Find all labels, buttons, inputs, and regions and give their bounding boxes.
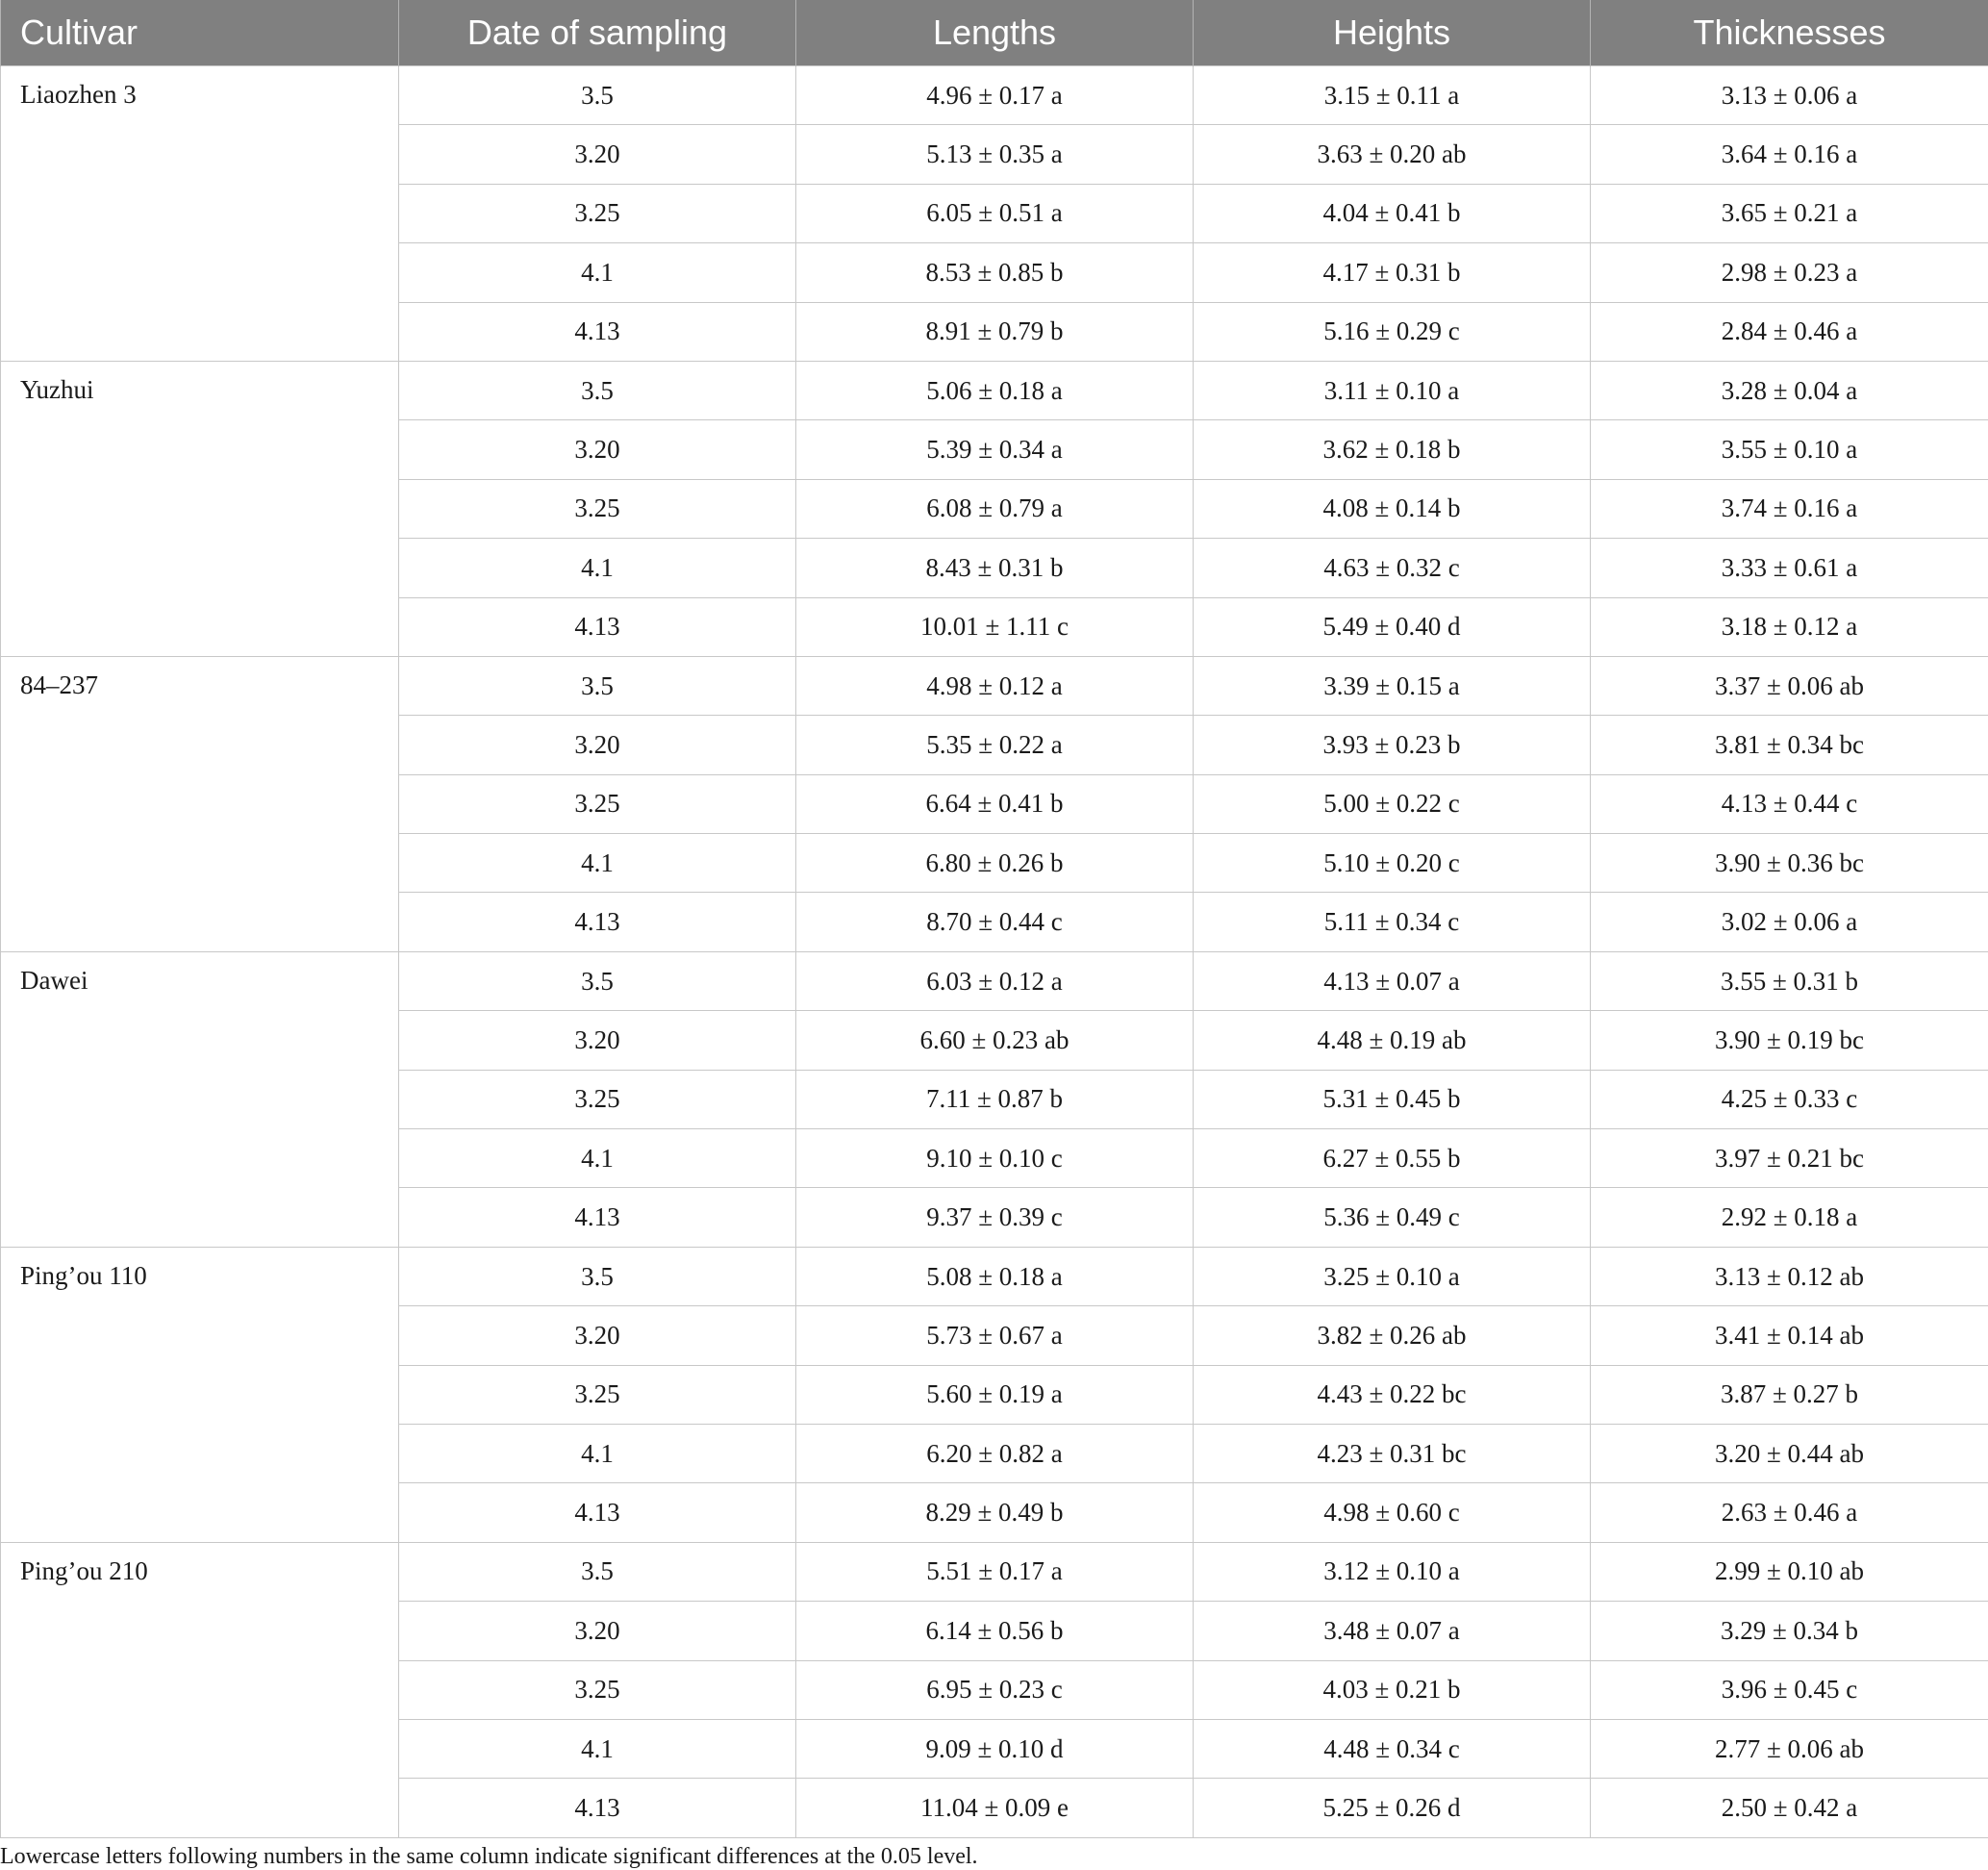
date-cell: 4.13: [399, 1779, 796, 1837]
height-cell: 5.10 ± 0.20 c: [1194, 834, 1591, 893]
height-cell: 4.04 ± 0.41 b: [1194, 184, 1591, 242]
length-cell: 8.29 ± 0.49 b: [796, 1483, 1194, 1542]
thickness-cell: 3.13 ± 0.12 ab: [1591, 1247, 1988, 1305]
length-cell: 5.06 ± 0.18 a: [796, 361, 1194, 419]
header-cultivar: Cultivar: [1, 0, 399, 66]
height-cell: 4.08 ± 0.14 b: [1194, 479, 1591, 538]
header-lengths: Lengths: [796, 0, 1194, 66]
height-cell: 5.11 ± 0.34 c: [1194, 893, 1591, 951]
thickness-cell: 2.98 ± 0.23 a: [1591, 243, 1988, 302]
height-cell: 4.63 ± 0.32 c: [1194, 539, 1591, 597]
height-cell: 5.31 ± 0.45 b: [1194, 1070, 1591, 1128]
length-cell: 5.73 ± 0.67 a: [796, 1306, 1194, 1365]
height-cell: 5.25 ± 0.26 d: [1194, 1779, 1591, 1837]
length-cell: 5.35 ± 0.22 a: [796, 716, 1194, 774]
length-cell: 5.39 ± 0.34 a: [796, 420, 1194, 479]
date-cell: 3.25: [399, 1365, 796, 1424]
height-cell: 3.12 ± 0.10 a: [1194, 1542, 1591, 1601]
date-cell: 4.13: [399, 893, 796, 951]
height-cell: 3.82 ± 0.26 ab: [1194, 1306, 1591, 1365]
thickness-cell: 3.41 ± 0.14 ab: [1591, 1306, 1988, 1365]
length-cell: 6.60 ± 0.23 ab: [796, 1011, 1194, 1070]
thickness-cell: 3.55 ± 0.31 b: [1591, 951, 1988, 1010]
thickness-cell: 3.96 ± 0.45 c: [1591, 1660, 1988, 1719]
length-cell: 7.11 ± 0.87 b: [796, 1070, 1194, 1128]
cultivar-cell: Yuzhui: [1, 361, 399, 656]
length-cell: 8.53 ± 0.85 b: [796, 243, 1194, 302]
header-date-of-sampling: Date of sampling: [399, 0, 796, 66]
table-row: [1, 1247, 1988, 1305]
date-cell: 4.1: [399, 1129, 796, 1188]
thickness-cell: 3.33 ± 0.61 a: [1591, 539, 1988, 597]
cultivar-cell: Liaozhen 3: [1, 66, 399, 362]
table-footnote: Lowercase letters following numbers in the same column indicate significant differences at the 0.05 level.: [0, 1844, 1988, 1870]
height-cell: 4.43 ± 0.22 bc: [1194, 1365, 1591, 1424]
thickness-cell: 3.87 ± 0.27 b: [1591, 1365, 1988, 1424]
table-body: [1, 66, 1988, 1838]
cultivar-cell: Dawei: [1, 951, 399, 1247]
height-cell: 5.49 ± 0.40 d: [1194, 597, 1591, 656]
length-cell: 5.08 ± 0.18 a: [796, 1247, 1194, 1305]
height-cell: 4.48 ± 0.19 ab: [1194, 1011, 1591, 1070]
cultivar-cell: 84–237: [1, 656, 399, 951]
length-cell: 8.43 ± 0.31 b: [796, 539, 1194, 597]
date-cell: 3.20: [399, 125, 796, 184]
date-cell: 3.20: [399, 1306, 796, 1365]
thickness-cell: 2.84 ± 0.46 a: [1591, 302, 1988, 361]
height-cell: 5.36 ± 0.49 c: [1194, 1188, 1591, 1247]
height-cell: 3.39 ± 0.15 a: [1194, 656, 1591, 715]
length-cell: 9.10 ± 0.10 c: [796, 1129, 1194, 1188]
date-cell: 4.1: [399, 243, 796, 302]
thickness-cell: 2.77 ± 0.06 ab: [1591, 1719, 1988, 1778]
thickness-cell: 3.20 ± 0.44 ab: [1591, 1424, 1988, 1482]
date-cell: 3.5: [399, 1247, 796, 1305]
date-cell: 4.13: [399, 1483, 796, 1542]
height-cell: 3.11 ± 0.10 a: [1194, 361, 1591, 419]
height-cell: 3.63 ± 0.20 ab: [1194, 125, 1591, 184]
thickness-cell: 4.13 ± 0.44 c: [1591, 774, 1988, 833]
thickness-cell: 3.55 ± 0.10 a: [1591, 420, 1988, 479]
cultivar-cell: Ping’ou 210: [1, 1542, 399, 1837]
height-cell: 6.27 ± 0.55 b: [1194, 1129, 1591, 1188]
thickness-cell: 3.65 ± 0.21 a: [1591, 184, 1988, 242]
height-cell: 4.13 ± 0.07 a: [1194, 951, 1591, 1010]
table-row: [1, 1542, 1988, 1601]
height-cell: 4.48 ± 0.34 c: [1194, 1719, 1591, 1778]
thickness-cell: 3.29 ± 0.34 b: [1591, 1602, 1988, 1660]
date-cell: 4.13: [399, 302, 796, 361]
height-cell: 5.00 ± 0.22 c: [1194, 774, 1591, 833]
thickness-cell: 3.74 ± 0.16 a: [1591, 479, 1988, 538]
length-cell: 8.91 ± 0.79 b: [796, 302, 1194, 361]
length-cell: 6.80 ± 0.26 b: [796, 834, 1194, 893]
date-cell: 3.25: [399, 479, 796, 538]
length-cell: 6.08 ± 0.79 a: [796, 479, 1194, 538]
length-cell: 8.70 ± 0.44 c: [796, 893, 1194, 951]
height-cell: 5.16 ± 0.29 c: [1194, 302, 1591, 361]
thickness-cell: 3.02 ± 0.06 a: [1591, 893, 1988, 951]
date-cell: 3.20: [399, 420, 796, 479]
date-cell: 3.20: [399, 1602, 796, 1660]
date-cell: 3.5: [399, 951, 796, 1010]
cultivar-cell: Ping’ou 110: [1, 1247, 399, 1542]
length-cell: 9.09 ± 0.10 d: [796, 1719, 1194, 1778]
thickness-cell: 2.50 ± 0.42 a: [1591, 1779, 1988, 1837]
date-cell: 3.20: [399, 1011, 796, 1070]
date-cell: 3.25: [399, 774, 796, 833]
date-cell: 3.25: [399, 1070, 796, 1128]
thickness-cell: 3.37 ± 0.06 ab: [1591, 656, 1988, 715]
length-cell: 6.64 ± 0.41 b: [796, 774, 1194, 833]
height-cell: 3.93 ± 0.23 b: [1194, 716, 1591, 774]
header-thicknesses: Thicknesses: [1591, 0, 1988, 66]
thickness-cell: 2.92 ± 0.18 a: [1591, 1188, 1988, 1247]
header-heights: Heights: [1194, 0, 1591, 66]
length-cell: 5.60 ± 0.19 a: [796, 1365, 1194, 1424]
length-cell: 9.37 ± 0.39 c: [796, 1188, 1194, 1247]
length-cell: 6.05 ± 0.51 a: [796, 184, 1194, 242]
date-cell: 3.5: [399, 66, 796, 125]
length-cell: 6.95 ± 0.23 c: [796, 1660, 1194, 1719]
table-row: [1, 656, 1988, 715]
length-cell: 6.20 ± 0.82 a: [796, 1424, 1194, 1482]
thickness-cell: 3.13 ± 0.06 a: [1591, 66, 1988, 125]
date-cell: 3.5: [399, 361, 796, 419]
header-row: [1, 0, 1988, 66]
thickness-cell: 2.63 ± 0.46 a: [1591, 1483, 1988, 1542]
date-cell: 4.13: [399, 597, 796, 656]
thickness-cell: 4.25 ± 0.33 c: [1591, 1070, 1988, 1128]
height-cell: 3.25 ± 0.10 a: [1194, 1247, 1591, 1305]
date-cell: 3.5: [399, 656, 796, 715]
date-cell: 4.1: [399, 834, 796, 893]
date-cell: 3.20: [399, 716, 796, 774]
length-cell: 4.98 ± 0.12 a: [796, 656, 1194, 715]
date-cell: 4.1: [399, 1719, 796, 1778]
date-cell: 3.5: [399, 1542, 796, 1601]
height-cell: 3.48 ± 0.07 a: [1194, 1602, 1591, 1660]
thickness-cell: 3.64 ± 0.16 a: [1591, 125, 1988, 184]
length-cell: 11.04 ± 0.09 e: [796, 1779, 1194, 1837]
thickness-cell: 3.28 ± 0.04 a: [1591, 361, 1988, 419]
table-row: [1, 951, 1988, 1010]
height-cell: 4.17 ± 0.31 b: [1194, 243, 1591, 302]
thickness-cell: 3.90 ± 0.36 bc: [1591, 834, 1988, 893]
thickness-cell: 3.90 ± 0.19 bc: [1591, 1011, 1988, 1070]
date-cell: 4.1: [399, 1424, 796, 1482]
length-cell: 6.03 ± 0.12 a: [796, 951, 1194, 1010]
date-cell: 4.1: [399, 539, 796, 597]
height-cell: 4.03 ± 0.21 b: [1194, 1660, 1591, 1719]
height-cell: 4.98 ± 0.60 c: [1194, 1483, 1591, 1542]
length-cell: 5.51 ± 0.17 a: [796, 1542, 1194, 1601]
length-cell: 4.96 ± 0.17 a: [796, 66, 1194, 125]
thickness-cell: 3.97 ± 0.21 bc: [1591, 1129, 1988, 1188]
length-cell: 5.13 ± 0.35 a: [796, 125, 1194, 184]
thickness-cell: 3.81 ± 0.34 bc: [1591, 716, 1988, 774]
height-cell: 4.23 ± 0.31 bc: [1194, 1424, 1591, 1482]
length-cell: 6.14 ± 0.56 b: [796, 1602, 1194, 1660]
thickness-cell: 2.99 ± 0.10 ab: [1591, 1542, 1988, 1601]
table-row: [1, 361, 1988, 419]
height-cell: 3.15 ± 0.11 a: [1194, 66, 1591, 125]
date-cell: 3.25: [399, 184, 796, 242]
length-cell: 10.01 ± 1.11 c: [796, 597, 1194, 656]
table-row: [1, 66, 1988, 125]
date-cell: 3.25: [399, 1660, 796, 1719]
table-header: [1, 0, 1988, 66]
date-cell: 4.13: [399, 1188, 796, 1247]
height-cell: 3.62 ± 0.18 b: [1194, 420, 1591, 479]
thickness-cell: 3.18 ± 0.12 a: [1591, 597, 1988, 656]
